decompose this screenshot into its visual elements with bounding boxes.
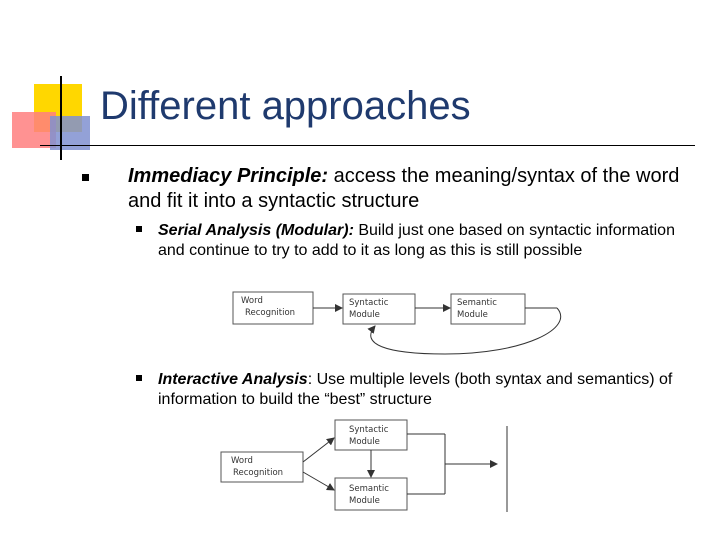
bullet-icon xyxy=(136,375,142,381)
semantic-module-label-1: Semantic xyxy=(457,298,497,308)
syntactic-module-label-2: Module xyxy=(349,310,380,320)
sub-point-serial xyxy=(158,221,698,261)
word-recognition-label-2: Recognition xyxy=(245,308,296,318)
main-point xyxy=(128,164,703,214)
sub-point-interactive-term: Interactive Analysis xyxy=(158,371,308,388)
word-recognition-label-1: Word xyxy=(241,296,263,306)
serial-analysis-diagram xyxy=(225,288,580,358)
bullet-icon xyxy=(136,226,142,232)
main-point-text: access the meaning/syntax of the word and fit it into a syntactic structure xyxy=(128,165,680,212)
sub-point-interactive xyxy=(158,370,698,410)
syntactic-module-label-1: Syntactic xyxy=(349,298,389,308)
main-point-term: Immediacy Principle: xyxy=(128,165,329,187)
interactive-word-recognition-label-2: Recognition xyxy=(233,468,284,478)
semantic-module-label-2: Module xyxy=(457,310,488,320)
sub-point-serial-text: Build just one based on syntactic information and continue to try to add to it as long as this is still possible xyxy=(158,222,675,259)
interactive-semantic-label-1: Semantic xyxy=(349,484,389,494)
interactive-semantic-label-2: Module xyxy=(349,496,380,506)
sub-point-interactive-text: : Use multiple levels (both syntax and semantics) of information to build the “best” structure xyxy=(158,371,673,408)
sub-point-serial-term: Serial Analysis (Modular): xyxy=(158,222,354,239)
interactive-analysis-diagram xyxy=(215,416,515,516)
ornament-vertical-line xyxy=(60,76,62,160)
interactive-word-recognition-label-1: Word xyxy=(231,456,253,466)
bullet-icon xyxy=(82,174,89,181)
slide-title: Different approaches xyxy=(100,84,471,128)
title-divider xyxy=(40,145,695,146)
interactive-syntactic-label-2: Module xyxy=(349,437,380,447)
interactive-syntactic-label-1: Syntactic xyxy=(349,425,389,435)
